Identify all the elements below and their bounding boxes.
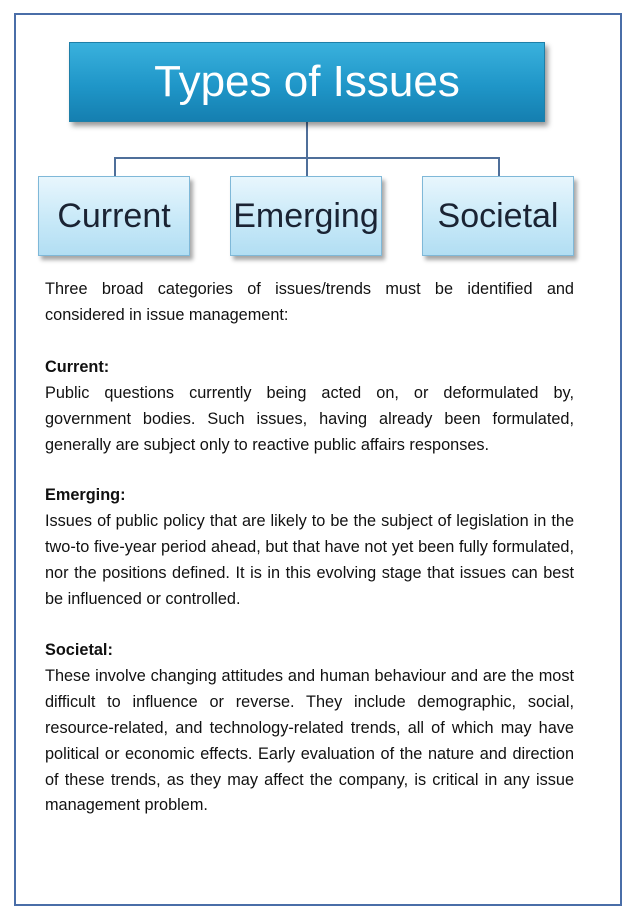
section-body-societal: These involve changing attitudes and human behaviour and are the most difficult to influence or reverse. They include demographic, social, resource-related, and technology-related trends, all of which may have political or economic effects. Early evaluation of the nature and direction of these trends, as they may affect the company, is critical in any issue management problem. (45, 666, 574, 815)
connector-emerging (306, 157, 308, 176)
category-box-emerging (230, 176, 382, 256)
section-emerging (45, 483, 574, 613)
section-current (45, 355, 574, 459)
section-societal (45, 638, 574, 819)
category-label-emerging: Emerging (233, 196, 379, 235)
body-text (45, 277, 574, 844)
category-label-current: Current (57, 196, 171, 235)
section-title-emerging: Emerging: (45, 486, 126, 505)
diagram-title: Types of Issues (154, 57, 460, 106)
category-label-societal: Societal (437, 196, 559, 235)
section-body-current: Public questions currently being acted on, or deformulated by, government bodies. Such issues, having already been formulated, generally are subject only to reactive public affairs responses. (45, 383, 574, 454)
section-title-societal: Societal: (45, 640, 113, 659)
issue-types-diagram (0, 0, 638, 270)
connector-societal (498, 157, 500, 176)
connector-current (114, 157, 116, 176)
category-box-current (38, 176, 190, 256)
intro-paragraph: Three broad categories of issues/trends must be identified and considered in issue management: (45, 280, 574, 324)
category-box-societal (422, 176, 574, 256)
section-body-emerging: Issues of public policy that are likely to be the subject of legislation in the two-to five-year period ahead, but that have not yet been fully formulated, nor the positions defined. It is in this evolving stage that issues can best be influenced or controlled. (45, 512, 574, 609)
diagram-title-box (69, 42, 545, 122)
section-title-current: Current: (45, 357, 110, 376)
connector-vertical-top (306, 122, 308, 159)
